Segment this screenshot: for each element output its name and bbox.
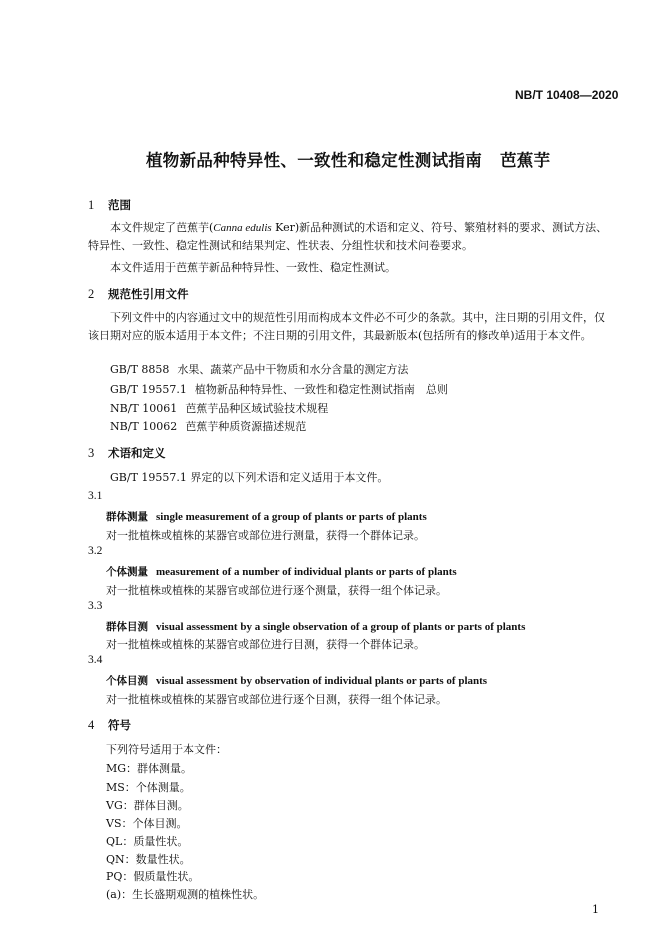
reference-item: GB/T 8858 水果、蔬菜产品中干物质和水分含量的测定方法 <box>110 363 409 376</box>
reference-item: NB/T 10062 芭蕉芋种质资源描述规范 <box>110 420 307 433</box>
symbol-item: QL：质量性状。 <box>106 835 189 848</box>
section-4-intro: 下列符号适用于本文件： <box>106 743 227 756</box>
term-definition: 对一批植株或植株的某器官或部位进行逐个目测，获得一组个体记录。 <box>106 693 447 706</box>
symbol-item: MS：个体测量。 <box>106 781 191 794</box>
term-number: 3.1 <box>88 490 103 502</box>
title-crop: 芭蕉芋 <box>500 151 551 170</box>
symbol-item: VS：个体目测。 <box>106 817 188 830</box>
term-number: 3.4 <box>88 654 103 666</box>
term-definition: 对一批植株或植株的某器官或部位进行逐个测量，获得一组个体记录。 <box>106 584 447 597</box>
reference-item: NB/T 10061 芭蕉芋品种区域试验技术规程 <box>110 402 329 415</box>
document-title <box>146 147 550 171</box>
term-heading: 个体测量 measurement of a number of individual plants or parts of plants <box>106 566 457 578</box>
section-1-paragraph-1: 本文件规定了芭蕉芋(Canna edulis Ker)新品种测试的术语和定义、符号、繁殖材料的要求、测试方法、特异性、一致性、稳定性测试和结果判定、性状表、分组性状和技术问卷要求。 <box>88 221 608 252</box>
section-2-heading: 2 规范性引用文件 <box>88 287 189 301</box>
symbol-item: VG：群体目测。 <box>106 799 189 812</box>
term-definition: 对一批植株或植株的某器官或部位进行测量，获得一个群体记录。 <box>106 529 425 542</box>
section-1-heading: 1 范围 <box>88 198 131 212</box>
term-definition: 对一批植株或植株的某器官或部位进行目测，获得一个群体记录。 <box>106 638 425 651</box>
term-heading: 群体目测 visual assessment by a single observation of a group of plants or parts of plants <box>106 621 526 633</box>
section-2-intro: 下列文件中的内容通过文中的规范性引用而构成本文件必不可少的条款。其中，注日期的引用文件，仅该日期对应的版本适用于本文件；不注日期的引用文件，其最新版本(包括所有的修改单)适用于本文件。 <box>88 311 605 342</box>
term-number: 3.3 <box>88 600 103 612</box>
term-heading: 群体测量 single measurement of a group of plants or parts of plants <box>106 511 427 523</box>
page-number: 1 <box>592 903 599 916</box>
symbol-item: QN：数量性状。 <box>106 853 191 866</box>
symbol-item: PQ：假质量性状。 <box>106 870 200 883</box>
symbol-item: MG：群体测量。 <box>106 762 193 775</box>
document-number: NB/T 10408—2020 <box>515 88 619 102</box>
reference-item: GB/T 19557.1 植物新品种特异性、一致性和稳定性测试指南 总则 <box>110 383 448 396</box>
title-main: 植物新品种特异性、一致性和稳定性测试指南 <box>146 151 482 170</box>
term-heading: 个体目测 visual assessment by observation of individual plants or parts of plants <box>106 675 488 687</box>
symbol-item: (a)：生长盛期观测的植株性状。 <box>106 888 265 901</box>
section-3-heading: 3 术语和定义 <box>88 446 166 460</box>
section-4-heading: 4 符号 <box>88 718 131 732</box>
section-1-paragraph-2: 本文件适用于芭蕉芋新品种特异性、一致性、稳定性测试。 <box>110 261 396 274</box>
term-number: 3.2 <box>88 545 103 557</box>
section-3-intro: GB/T 19557.1 界定的以下列术语和定义适用于本文件。 <box>110 471 389 484</box>
